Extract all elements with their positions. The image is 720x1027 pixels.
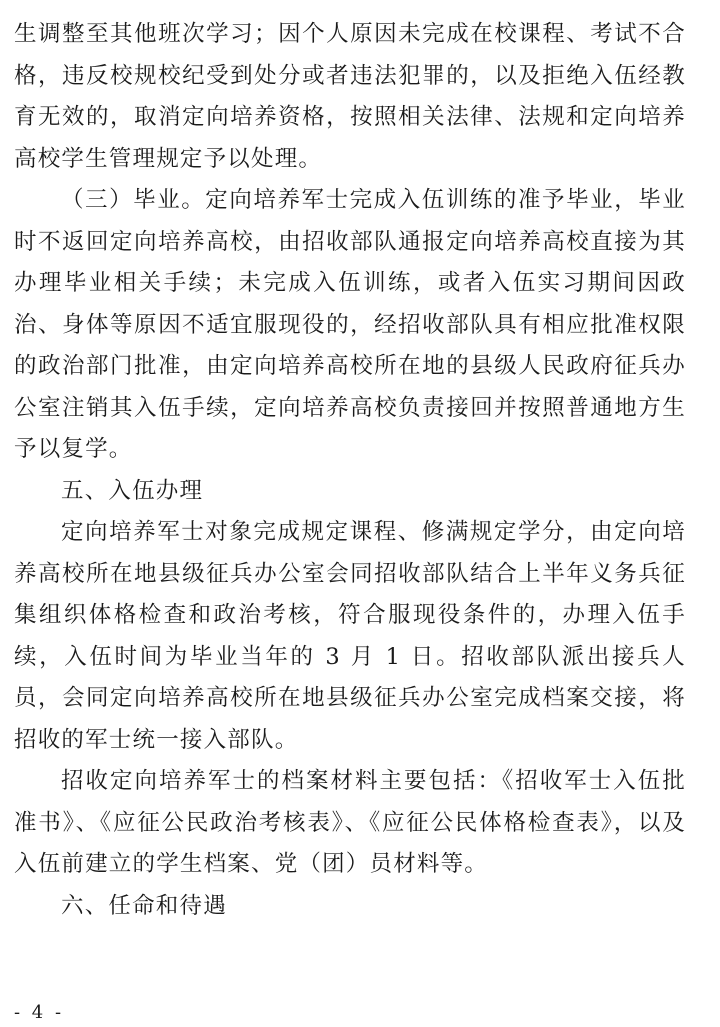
page-number: - 4 - bbox=[14, 1002, 65, 1023]
paragraph-continuation: 生调整至其他班次学习；因个人原因未完成在校课程、考试不合格，违反校规校纪受到处分或者违法犯罪的，以及拒绝入伍经教育无效的，取消定向培养资格，按照相关法律、法规和定向培养高校学生管理规定予以处理。 bbox=[14, 21, 686, 172]
paragraph-enlistment-procedure: 定向培养军士对象完成规定课程、修满规定学分，由定向培养高校所在地县级征兵办公室会同招收部队结合上半年义务兵征集组织体格检查和政治考核，符合服现役条件的，办理入伍手续，入伍时间为毕业当年的 3 月 1 日。招收部队派出接兵人员，会同定向培养高校所在地县级征兵办公室完成档案交接，将招收的军士统一接入部队。 bbox=[14, 519, 686, 753]
paragraph-graduation: （三）毕业。定向培养军士完成入伍训练的准予毕业，毕业时不返回定向培养高校，由招收部队通报定向培养高校直接为其办理毕业相关手续；未完成入伍训练，或者入伍实习期间因政治、身体等原因不适宜服现役的，经招收部队具有相应批准权限的政治部门批准，由定向培养高校所在地的县级人民政府征兵办公室注销其入伍手续，定向培养高校负责接回并按照普通地方生予以复学。 bbox=[14, 187, 686, 462]
section-heading-enlistment: 五、入伍办理 bbox=[61, 477, 204, 504]
section-heading-appointment: 六、任命和待遇 bbox=[61, 892, 227, 919]
paragraph-archive-materials: 招收定向培养军士的档案材料主要包括：《招收军士入伍批准书》、《应征公民政治考核表》、《应征公民体格检查表》，以及入伍前建立的学生档案、党（团）员材料等。 bbox=[14, 768, 686, 877]
